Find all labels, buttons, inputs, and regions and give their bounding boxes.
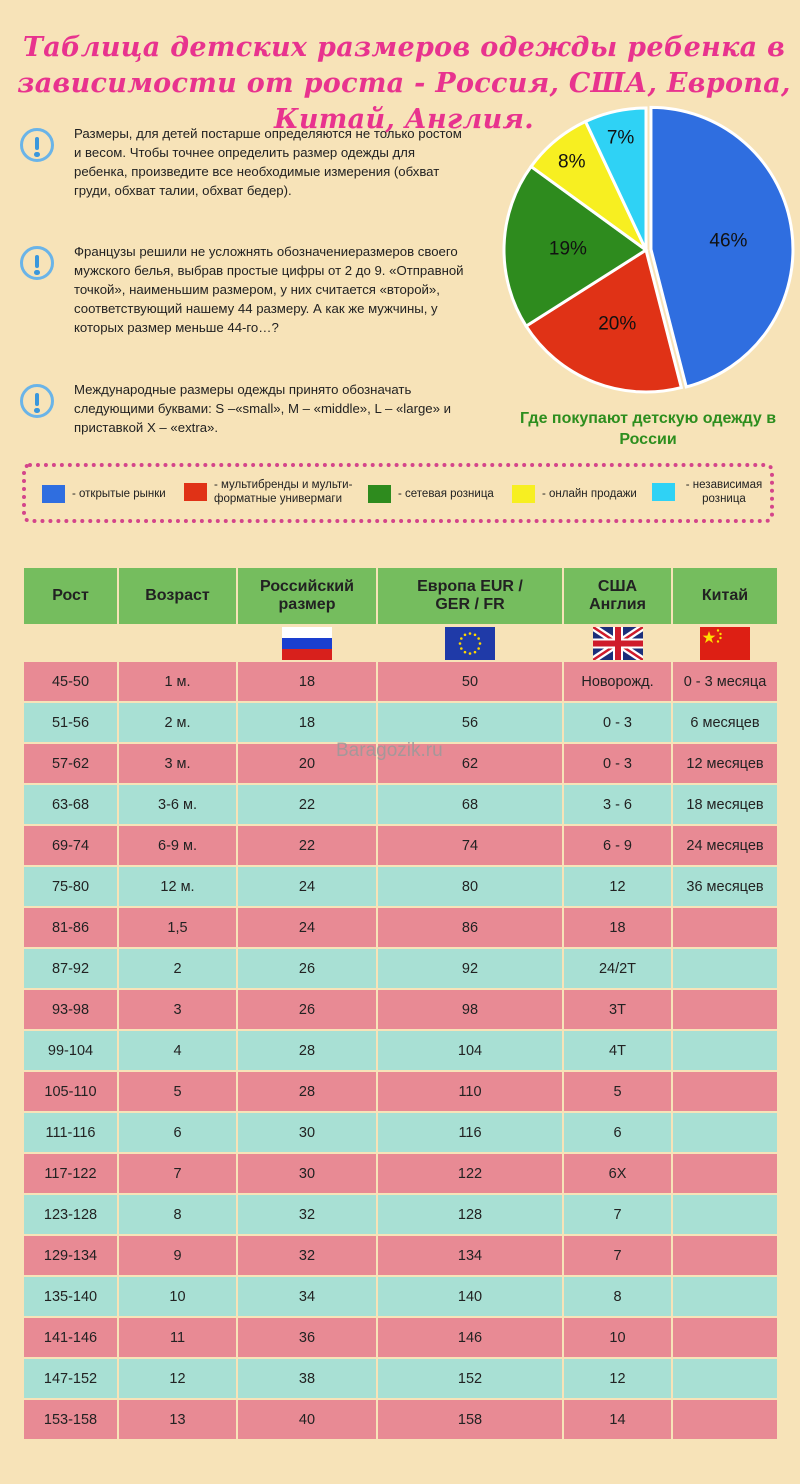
- eu-flag-icon: [445, 627, 495, 660]
- flag-cell: [564, 626, 671, 660]
- table-cell: [673, 1154, 777, 1193]
- table-cell: 5: [119, 1072, 236, 1111]
- legend-label: - мультибренды и мульти- форматные универмаги: [214, 479, 353, 505]
- table-row: [24, 990, 777, 1029]
- legend-swatch: [368, 485, 391, 503]
- table-cell: [673, 1318, 777, 1357]
- table-cell: 32: [238, 1195, 376, 1234]
- table-row: [24, 1195, 777, 1234]
- flag-cell: [119, 626, 236, 660]
- table-cell: 18: [564, 908, 671, 947]
- table-cell: 30: [238, 1113, 376, 1152]
- table-cell: 32: [238, 1236, 376, 1275]
- table-cell: 12: [564, 1359, 671, 1398]
- table-cell: [673, 1113, 777, 1152]
- table-cell: 152: [378, 1359, 562, 1398]
- header-cell: Китай: [673, 568, 777, 624]
- table-cell: 135-140: [24, 1277, 117, 1316]
- table-cell: 134: [378, 1236, 562, 1275]
- table-cell: 2 м.: [119, 703, 236, 742]
- header-cell: США Англия: [564, 568, 671, 624]
- table-cell: 0 - 3 месяца: [673, 662, 777, 701]
- table-cell: 86: [378, 908, 562, 947]
- table-cell: 98: [378, 990, 562, 1029]
- watermark-text: Baragozik.ru: [336, 740, 443, 761]
- table-cell: 50: [378, 662, 562, 701]
- pie-slice-label: 19%: [548, 238, 587, 260]
- legend-item: [652, 478, 766, 506]
- pie-slice-label: 46%: [709, 230, 748, 252]
- china-flag-icon: [700, 627, 750, 660]
- table-cell: 12 м.: [119, 867, 236, 906]
- table-cell: 38: [238, 1359, 376, 1398]
- table-cell: 7: [119, 1154, 236, 1193]
- table-cell: [673, 908, 777, 947]
- table-cell: 24 месяцев: [673, 826, 777, 865]
- table-cell: 74: [378, 826, 562, 865]
- table-cell: 146: [378, 1318, 562, 1357]
- table-row: [24, 703, 777, 742]
- table-row: [24, 662, 777, 701]
- table-cell: 6X: [564, 1154, 671, 1193]
- table-cell: 1,5: [119, 908, 236, 947]
- table-row: [24, 1359, 777, 1398]
- table-cell: [673, 1359, 777, 1398]
- table-row: [24, 826, 777, 865]
- legend-swatch: [184, 483, 207, 501]
- table-row: [24, 949, 777, 988]
- table-cell: 40: [238, 1400, 376, 1439]
- table-cell: 63-68: [24, 785, 117, 824]
- table-cell: 80: [378, 867, 562, 906]
- table-cell: 9: [119, 1236, 236, 1275]
- table-cell: 34: [238, 1277, 376, 1316]
- pie-chart: [498, 104, 798, 400]
- legend-item: [368, 485, 494, 503]
- table-cell: 140: [378, 1277, 562, 1316]
- table-cell: 3T: [564, 990, 671, 1029]
- legend-swatch: [512, 485, 535, 503]
- table-cell: Новорожд.: [564, 662, 671, 701]
- table-cell: 3: [119, 990, 236, 1029]
- table-cell: 8: [564, 1277, 671, 1316]
- table-cell: 24: [238, 867, 376, 906]
- chart-legend: [22, 463, 774, 523]
- table-cell: 36 месяцев: [673, 867, 777, 906]
- table-cell: 122: [378, 1154, 562, 1193]
- table-cell: 11: [119, 1318, 236, 1357]
- table-cell: 36: [238, 1318, 376, 1357]
- table-cell: 1 м.: [119, 662, 236, 701]
- header-cell: Российский размер: [238, 568, 376, 624]
- table-cell: 10: [564, 1318, 671, 1357]
- note-text: Размеры, для детей постарше определяются не только ростом и весом. Чтобы точнее определить размер одежды для ребенка, произведите все необходимые измерения (обхват груди, обхват талии, обхват бедер).: [74, 126, 462, 198]
- table-cell: 7: [564, 1236, 671, 1275]
- table-cell: 28: [238, 1072, 376, 1111]
- note-text: Французы решили не усложнять обозначениеразмеров своего мужского белья, выбрав простые цифры от 2 до 9. «Отправной точкой», наименьшим размером, у них считается «второй», соответствующий нашему 44 размеру. А как же мужчины, у которых размер меньше 44-го…?: [74, 244, 464, 335]
- exclamation-icon: [20, 384, 54, 418]
- table-cell: 105-110: [24, 1072, 117, 1111]
- table-cell: 6: [564, 1113, 671, 1152]
- table-cell: 30: [238, 1154, 376, 1193]
- table-cell: [673, 1031, 777, 1070]
- flag-cell: [24, 626, 117, 660]
- legend-label: - сетевая розница: [398, 488, 494, 500]
- legend-label: - открытые рынки: [72, 488, 166, 500]
- legend-label: - онлайн продажи: [542, 488, 637, 500]
- table-cell: 3 - 6: [564, 785, 671, 824]
- note-text: Международные размеры одежды принято обозначать следующими буквами: S –«small», M – «middle», L – «large» и приставкой X – «extra».: [74, 382, 451, 435]
- table-cell: 147-152: [24, 1359, 117, 1398]
- table-cell: 4: [119, 1031, 236, 1070]
- table-row: [24, 1236, 777, 1275]
- table-row: [24, 1277, 777, 1316]
- table-cell: 5: [564, 1072, 671, 1111]
- table-cell: 3 м.: [119, 744, 236, 783]
- table-cell: [673, 1195, 777, 1234]
- legend-item: [42, 485, 166, 503]
- header-cell: Рост: [24, 568, 117, 624]
- table-cell: 12 месяцев: [673, 744, 777, 783]
- table-cell: 93-98: [24, 990, 117, 1029]
- table-cell: 12: [119, 1359, 236, 1398]
- table-cell: 153-158: [24, 1400, 117, 1439]
- page-title: Таблица детских размеров одежды ребенка в зависимости от роста - Россия, США, Европа, Китай, Англия.: [17, 32, 791, 135]
- table-cell: 158: [378, 1400, 562, 1439]
- table-cell: 128: [378, 1195, 562, 1234]
- table-cell: 56: [378, 703, 562, 742]
- table-row: [24, 1154, 777, 1193]
- table-cell: [673, 990, 777, 1029]
- table-row: [24, 908, 777, 947]
- table-cell: 141-146: [24, 1318, 117, 1357]
- table-cell: [673, 949, 777, 988]
- flag-row: [24, 626, 777, 660]
- table-cell: 129-134: [24, 1236, 117, 1275]
- table-cell: 117-122: [24, 1154, 117, 1193]
- legend-item: [512, 485, 637, 503]
- table-row: [24, 1400, 777, 1439]
- table-cell: 69-74: [24, 826, 117, 865]
- table-cell: 3-6 м.: [119, 785, 236, 824]
- table-cell: 110: [378, 1072, 562, 1111]
- table-cell: 45-50: [24, 662, 117, 701]
- table-row: [24, 1031, 777, 1070]
- size-table: [22, 566, 779, 1441]
- table-cell: 2: [119, 949, 236, 988]
- flag-cell: [378, 626, 562, 660]
- russia-flag-icon: [282, 627, 332, 660]
- table-cell: 116: [378, 1113, 562, 1152]
- table-cell: 7: [564, 1195, 671, 1234]
- header-cell: Европа EUR / GER / FR: [378, 568, 562, 624]
- table-cell: 14: [564, 1400, 671, 1439]
- table-cell: 18: [238, 662, 376, 701]
- table-cell: 0 - 3: [564, 703, 671, 742]
- header-cell: Возраст: [119, 568, 236, 624]
- table-cell: 92: [378, 949, 562, 988]
- table-cell: 8: [119, 1195, 236, 1234]
- table-cell: 99-104: [24, 1031, 117, 1070]
- table-cell: [673, 1277, 777, 1316]
- table-cell: 22: [238, 826, 376, 865]
- exclamation-icon: [20, 246, 54, 280]
- table-row: [24, 785, 777, 824]
- pie-slice-label: 20%: [598, 313, 637, 335]
- uk-flag-icon: [593, 627, 643, 660]
- table-cell: 4T: [564, 1031, 671, 1070]
- legend-label: - независимая розница: [685, 479, 763, 505]
- table-cell: [673, 1072, 777, 1111]
- table-cell: 18: [238, 703, 376, 742]
- table-cell: 111-116: [24, 1113, 117, 1152]
- table-cell: 13: [119, 1400, 236, 1439]
- legend-item: [184, 478, 358, 506]
- pie-slice-label: 7%: [606, 127, 635, 149]
- flag-cell: [238, 626, 376, 660]
- table-row: [24, 1318, 777, 1357]
- table-cell: [673, 1400, 777, 1439]
- table-cell: 87-92: [24, 949, 117, 988]
- table-row: [24, 867, 777, 906]
- table-cell: 26: [238, 949, 376, 988]
- table-cell: 6 месяцев: [673, 703, 777, 742]
- table-row: [24, 1072, 777, 1111]
- table-header-row: [24, 568, 777, 624]
- table-cell: 28: [238, 1031, 376, 1070]
- table-cell: 10: [119, 1277, 236, 1316]
- table-row: [24, 1113, 777, 1152]
- table-cell: 20: [238, 744, 376, 783]
- table-cell: 6 - 9: [564, 826, 671, 865]
- table-cell: 18 месяцев: [673, 785, 777, 824]
- table-cell: 6: [119, 1113, 236, 1152]
- table-cell: 22: [238, 785, 376, 824]
- table-cell: [673, 1236, 777, 1275]
- table-cell: 26: [238, 990, 376, 1029]
- table-cell: 75-80: [24, 867, 117, 906]
- table-cell: 24/2T: [564, 949, 671, 988]
- table-cell: 57-62: [24, 744, 117, 783]
- table-cell: 68: [378, 785, 562, 824]
- table-cell: 24: [238, 908, 376, 947]
- legend-swatch: [42, 485, 65, 503]
- table-cell: 0 - 3: [564, 744, 671, 783]
- chart-title: Где покупают детскую одежду в России: [519, 410, 777, 448]
- table-cell: 51-56: [24, 703, 117, 742]
- table-cell: 12: [564, 867, 671, 906]
- exclamation-icon: [20, 128, 54, 162]
- pie-slice-label: 8%: [558, 151, 586, 173]
- flag-cell: [673, 626, 777, 660]
- table-cell: 104: [378, 1031, 562, 1070]
- table-cell: 62: [378, 744, 562, 783]
- table-cell: 123-128: [24, 1195, 117, 1234]
- table-cell: 81-86: [24, 908, 117, 947]
- table-cell: 6-9 м.: [119, 826, 236, 865]
- legend-swatch: [652, 483, 675, 501]
